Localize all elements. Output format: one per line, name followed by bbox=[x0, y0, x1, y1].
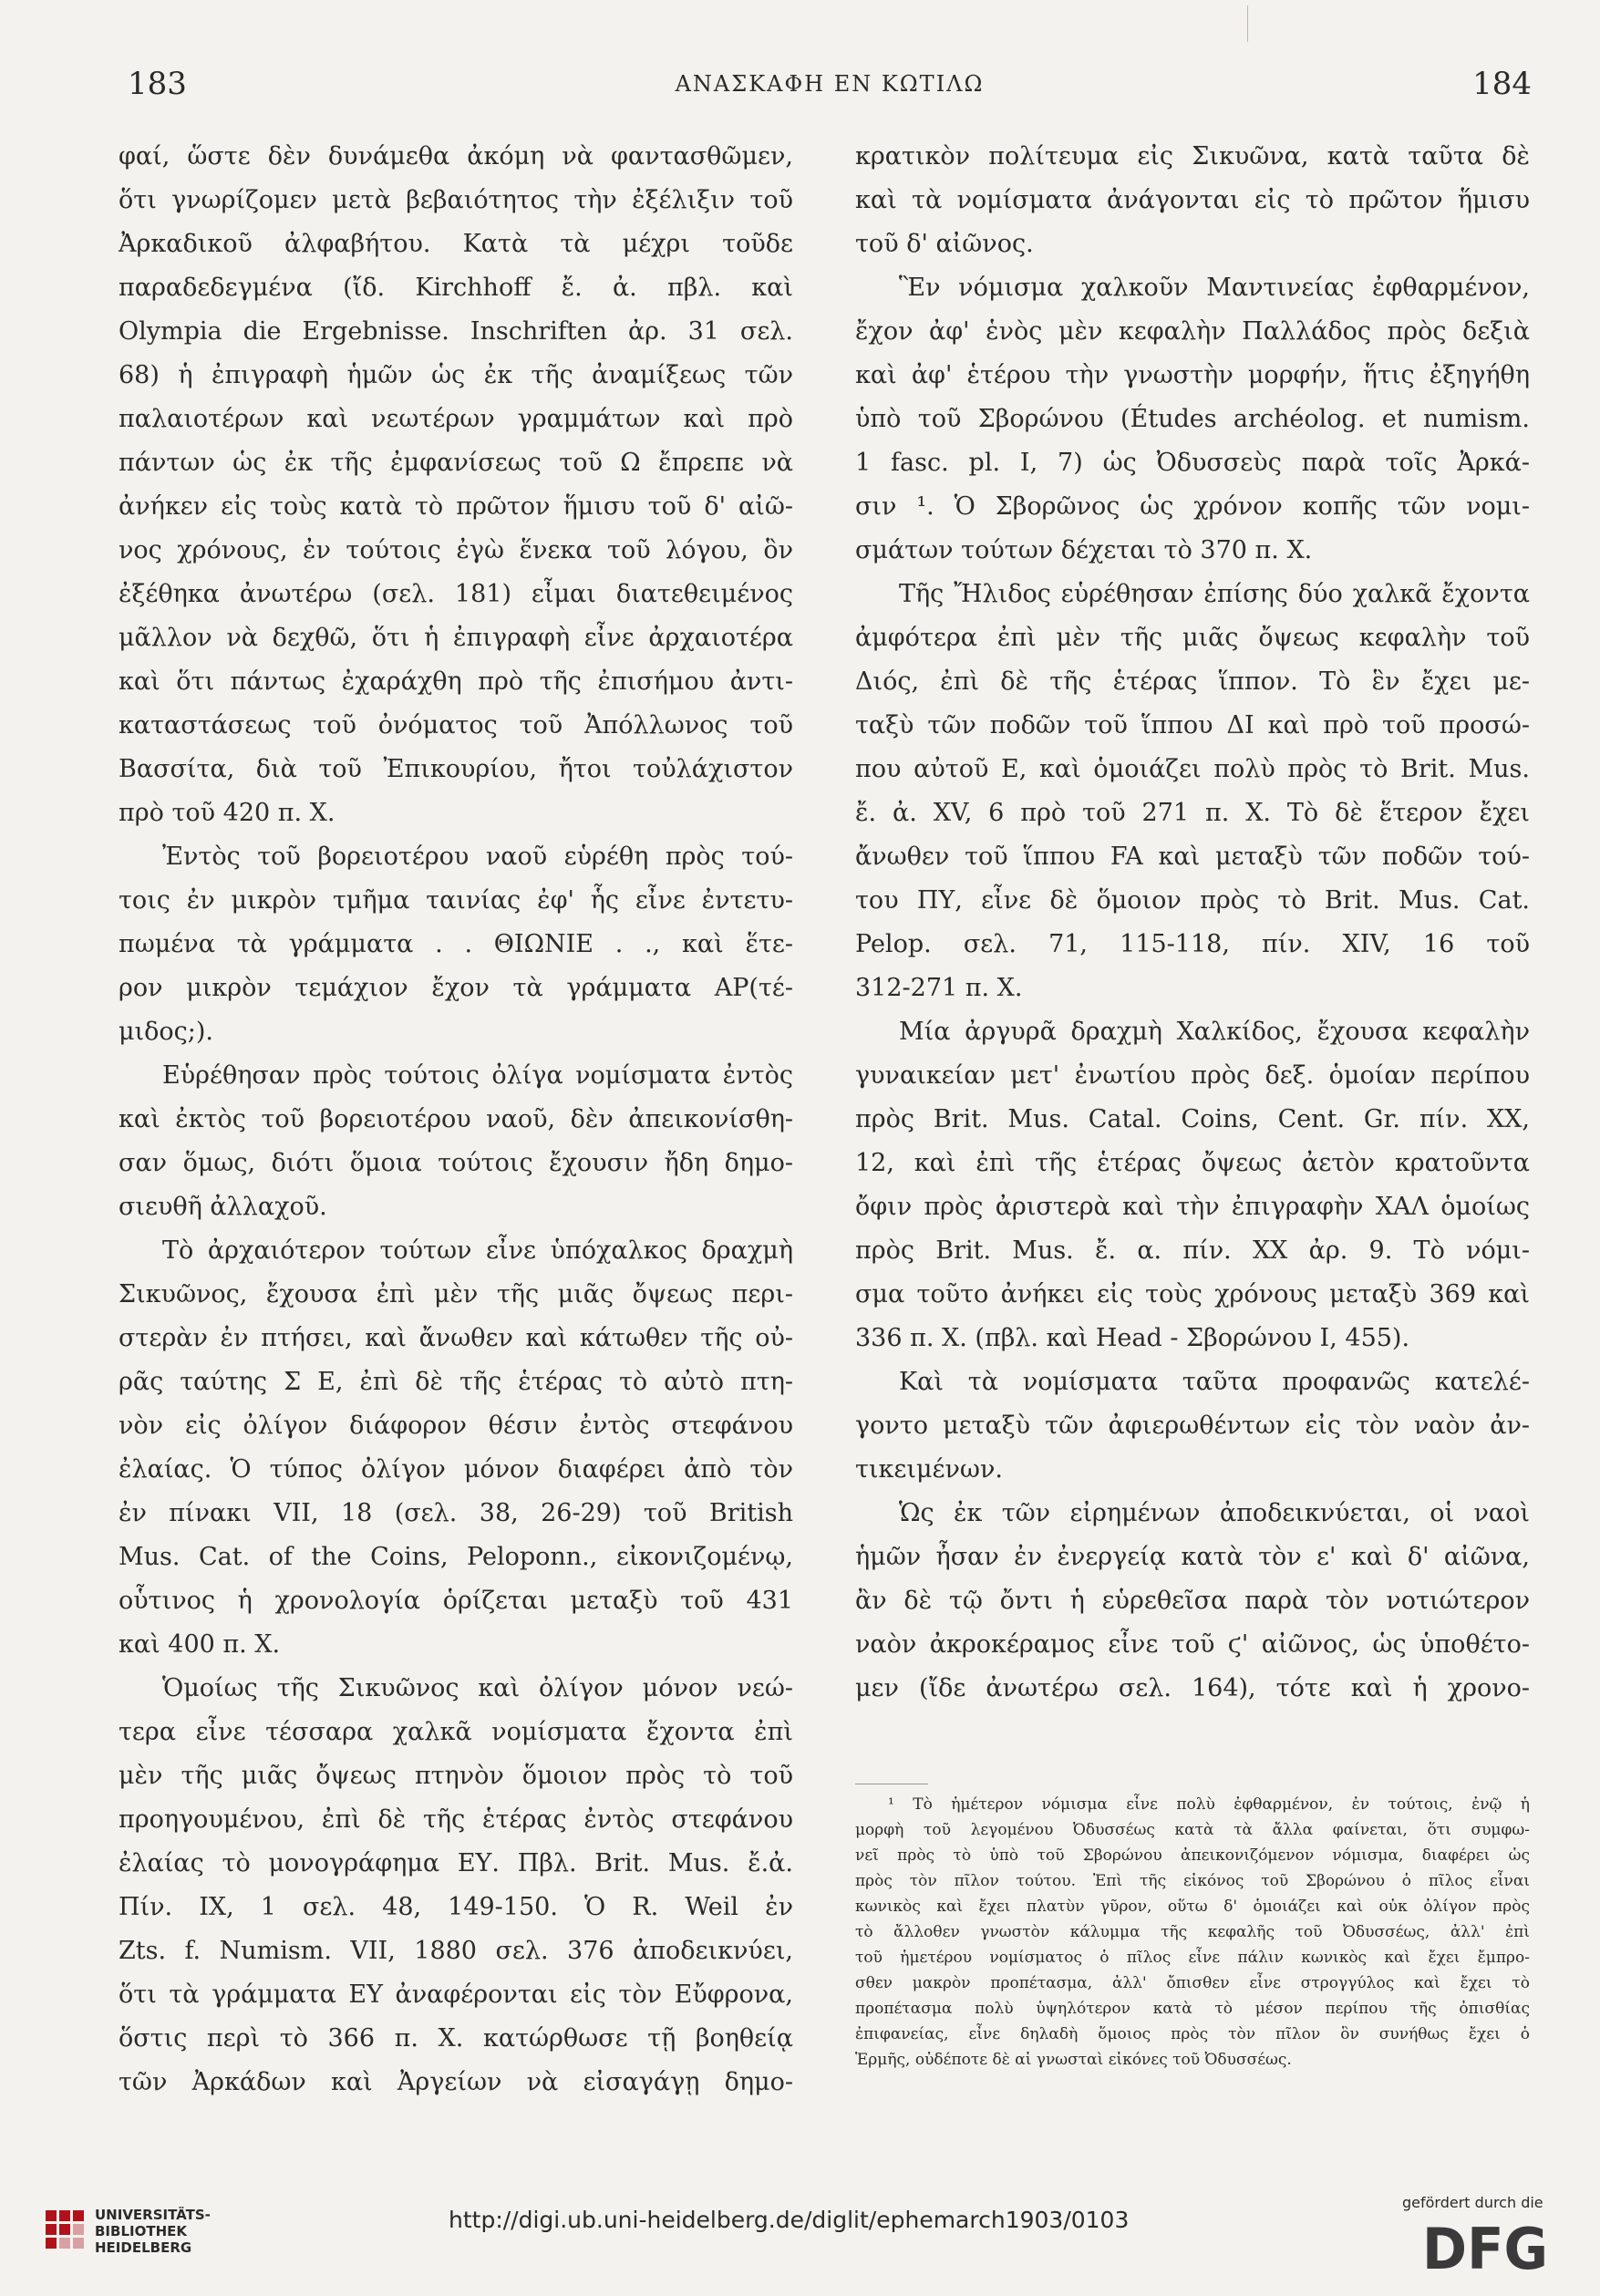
text-line: Μία ἀργυρᾶ δραχμὴ Χαλκίδος, ἔχουσα κεφαλὴν bbox=[899, 1018, 1530, 1046]
text-line: Ὡς ἐκ τῶν εἰρημένων ἀποδεικνύεται, οἱ ναοὶ bbox=[899, 1499, 1530, 1527]
text-line: στερὰν ἐν πτήσει, καὶ ἄνωθεν καὶ κάτωθεν τῆς οὐ- bbox=[119, 1324, 793, 1352]
funded-by-label: gefördert durch die bbox=[1402, 2194, 1543, 2211]
library-name-line: BIBLIOTHEK bbox=[95, 2223, 187, 2239]
text-line: του ΠΥ, εἶνε δὲ ὅμοιον πρὸς τὸ Brit. Mus. Cat. bbox=[855, 886, 1530, 915]
text-line: πρὸς Brit. Mus. Catal. Coins, Cent. Gr. πίν. XX, bbox=[855, 1105, 1530, 1133]
text-line: πάντων ὡς ἐκ τῆς ἐμφανίσεως τοῦ Ω ἔπρεπε νὰ bbox=[119, 449, 793, 477]
text-line: παλαιοτέρων καὶ νεωτέρων γραμμάτων καὶ πρὸ bbox=[119, 405, 793, 433]
source-url-link[interactable]: http://digi.ub.uni-heidelberg.de/diglit/ephemarch1903/0103 bbox=[449, 2207, 1130, 2233]
text-line: Pelop. σελ. 71, 115-118, πίν. XIV, 16 τοῦ bbox=[855, 930, 1530, 958]
digitization-footer bbox=[0, 2188, 1600, 2296]
library-name-line: HEIDELBERG bbox=[95, 2239, 192, 2256]
text-line: παραδεδεγμένα (ἴδ. Kirchhoff ἔ. ἀ. πβλ. καὶ bbox=[119, 274, 793, 302]
text-line: 1 fasc. pl. I, 7) ὡς Ὀδυσσεὺς παρὰ τοῖς Ἀρκά- bbox=[855, 449, 1530, 477]
dfg-logo[interactable] bbox=[1422, 2218, 1550, 2272]
text-line: ὑπὸ τοῦ Σβορώνου (Études archéolog. et numism. bbox=[855, 405, 1530, 433]
text-line: πωμένα τὰ γράμματα . . ΘΙΩΝΙΕ . ., καὶ ἕτε- bbox=[119, 930, 793, 958]
text-line: 336 π. Χ. (πβλ. καὶ Head - Σβορώνου I, 455). bbox=[855, 1324, 1410, 1352]
footnote-line: νεῖ πρὸς τὸ ὑπὸ τοῦ Σβορώνου ἀπεικονιζόμενον νόμισμα, διαφέρει ὡς bbox=[855, 1846, 1530, 1865]
page-header bbox=[128, 66, 1532, 111]
running-title: ΑΝΑΣΚΑΦΗ ΕΝ ΚΩΤΙΛΩ bbox=[675, 71, 985, 97]
footnote-line: ἐπιφανείας, εἶνε δηλαδὴ ὅμοιος πρὸς τὸν πῖλον ὃν συνήθως ἔχει ὁ bbox=[855, 2025, 1530, 2043]
text-line: Ὁμοίως τῆς Σικυῶνος καὶ ὀλίγον μόνον νεώ- bbox=[162, 1674, 793, 1702]
text-line: τερα εἶνε τέσσαρα χαλκᾶ νομίσματα ἔχοντα ἐπὶ bbox=[119, 1718, 793, 1746]
text-line: σιευθῆ ἀλλαχοῦ. bbox=[119, 1193, 327, 1221]
text-line: ὅτι γνωρίζομεν μετὰ βεβαιότητος τὴν ἐξέλιξιν τοῦ bbox=[119, 186, 793, 214]
text-line: προηγουμένου, ἐπὶ δὲ τῆς ἑτέρας ἐντὸς στεφάνου bbox=[119, 1805, 793, 1834]
text-line: φαί, ὥστε δὲν δυνάμεθα ἀκόμη νὰ φαντασθῶμεν, bbox=[119, 142, 793, 171]
text-line: ἐξέθηκα ἀνωτέρω (σελ. 181) εἶμαι διατεθειμένος bbox=[119, 580, 793, 608]
text-line: ἂν δὲ τῷ ὄντι ἡ εὑρεθεῖσα παρὰ τὸν νοτιώτερον bbox=[855, 1587, 1530, 1615]
text-line: 312-271 π. Χ. bbox=[855, 974, 1023, 1002]
footnote-line: Ἑρμῆς, οὐδέποτε δὲ αἱ γνωσταὶ εἰκόνες τοῦ Ὀδυσσέως. bbox=[855, 2051, 1292, 2069]
text-line: πρὸ τοῦ 420 π. Χ. bbox=[119, 799, 335, 827]
text-line: Βασσίτα, διὰ τοῦ Ἐπικουρίου, ἤτοι τοὐλάχιστον bbox=[119, 755, 793, 783]
text-line: ἐλαίας. Ὁ τύπος ὀλίγον μόνον διαφέρει ἀπὸ τὸν bbox=[119, 1455, 793, 1484]
footnote-line: ¹ Τὸ ἡμέτερον νόμισμα εἶνε πολὺ ἐφθαρμένον, ἐν τούτοις, ἐνῷ ἡ bbox=[888, 1795, 1530, 1814]
text-line: οὗτινος ἡ χρονολογία ὁρίζεται μεταξὺ τοῦ 431 bbox=[119, 1587, 793, 1615]
scan-mark bbox=[1247, 5, 1248, 42]
university-library-name bbox=[95, 2207, 211, 2256]
text-line: Πίν. IX, 1 σελ. 48, 149-150. Ὁ R. Weil ἐν bbox=[119, 1893, 793, 1921]
text-line: ἐν πίνακι VII, 18 (σελ. 38, 26-29) τοῦ British bbox=[119, 1499, 793, 1527]
text-line: σμάτων τούτων δέχεται τὸ 370 π. Χ. bbox=[855, 536, 1313, 564]
text-line: γοντο μεταξὺ τῶν ἀφιερωθέντων εἰς τὸν ναὸν ἀν- bbox=[855, 1412, 1530, 1440]
text-line: ρᾶς ταύτης Σ Ε, ἐπὶ δὲ τῆς ἑτέρας τὸ αὐτὸ πτη- bbox=[119, 1368, 793, 1396]
text-line: Ἀρκαδικοῦ ἀλφαβήτου. Κατὰ τὰ μέχρι τοῦδε bbox=[119, 230, 793, 258]
text-line: ἀμφότερα ἐπὶ μὲν τῆς μιᾶς ὄψεως κεφαλὴν τοῦ bbox=[855, 624, 1530, 652]
footnote-line: κωνικὸς καὶ ἔχει πλατὺν γῦρον, οὕτω δ' ὁμοιάζει καὶ οὐκ ὀλίγον πρὸς bbox=[855, 1898, 1530, 1916]
text-line: καὶ 400 π. Χ. bbox=[119, 1630, 281, 1659]
text-line: που αὐτοῦ Ε, καὶ ὁμοιάζει πολὺ πρὸς τὸ Brit. Mus. bbox=[855, 755, 1530, 783]
text-line: νὸν εἰς ὀλίγον διάφορον θέσιν ἐντὸς στεφάνου bbox=[119, 1412, 793, 1440]
text-line: κρατικὸν πολίτευμα εἰς Σικυῶνα, κατὰ ταῦτα δὲ bbox=[855, 142, 1530, 171]
text-line: ἐλαίας τὸ μονογράφημα ΕΥ. Πβλ. Brit. Mus. ἔ.ἀ. bbox=[119, 1849, 793, 1877]
text-line: ἄνωθεν τοῦ ἵππου FA καὶ μεταξὺ τῶν ποδῶν τού- bbox=[855, 843, 1530, 871]
text-line: τοις ἐν μικρὸν τμῆμα ταινίας ἐφ' ἧς εἶνε ἐντετυ- bbox=[119, 886, 793, 915]
text-line: Ἐντὸς τοῦ βορειοτέρου ναοῦ εὑρέθη πρὸς τού- bbox=[162, 843, 793, 871]
university-library-logo[interactable] bbox=[44, 2208, 86, 2250]
dfg-logo-text: DFG bbox=[1422, 2218, 1548, 2272]
text-line: ἔ. ἀ. XV, 6 πρὸ τοῦ 271 π. Χ. Τὸ δὲ ἕτερον ἔχει bbox=[855, 799, 1530, 827]
footnote-line: μορφὴ τοῦ λεγομένου Ὀδυσσέως κατὰ τὰ ἄλλα φαίνεται, ὅτι συμφω- bbox=[855, 1821, 1530, 1839]
footnote-line: τὸ ἄλλοθεν γνωστὸν κάλυμμα τῆς κεφαλῆς τοῦ Ὀδυσσέως, ἀλλ' ἐπὶ bbox=[855, 1923, 1530, 1941]
text-line: σμα τοῦτο ἀνήκει εἰς τοὺς χρόνους μεταξὺ 369 καὶ bbox=[855, 1280, 1530, 1308]
text-line: ἔχον ἀφ' ἑνὸς μὲν κεφαλὴν Παλλάδος πρὸς δεξιὰ bbox=[855, 317, 1530, 346]
text-line: ἡμῶν ἦσαν ἐν ἐνεργείᾳ κατὰ τὸν ε' καὶ δ' αἰῶνα, bbox=[855, 1543, 1530, 1571]
text-line: τικειμένων. bbox=[855, 1455, 1003, 1484]
text-line: ὅστις περὶ τὸ 366 π. Χ. κατώρθωσε τῇ βοηθείᾳ bbox=[119, 2024, 793, 2053]
footnote-line: προπέτασμα πολὺ ὑψηλότερον κατὰ τὸ μέσον περίπου τῆς ὀπισθίας bbox=[855, 2000, 1530, 2018]
text-line: 68) ἡ ἐπιγραφὴ ἡμῶν ὡς ἐκ τῆς ἀναμίξεως τῶν bbox=[119, 361, 793, 389]
text-line: ἀνήκεν εἰς τοὺς κατὰ τὸ πρῶτον ἥμισυ τοῦ δ' αἰῶ- bbox=[119, 492, 793, 521]
text-line: καὶ ἐκτὸς τοῦ βορειοτέρου ναοῦ, δὲν ἀπεικονίσθη- bbox=[119, 1105, 793, 1133]
text-line: Zts. f. Numism. VII, 1880 σελ. 376 ἀποδεικνύει, bbox=[119, 1937, 793, 1965]
text-line: ναὸν ἀκροκέραμος εἶνε τοῦ ϛ' αἰῶνος, ὡς ὑποθέτο- bbox=[855, 1630, 1530, 1659]
text-line: μιδος;). bbox=[119, 1018, 213, 1046]
text-line: Mus. Cat. of the Coins, Peloponn., εἰκονιζομένῳ, bbox=[119, 1543, 793, 1571]
text-line: μεν (ἴδε ἀνωτέρω σελ. 164), τότε καὶ ἡ χρονο- bbox=[855, 1674, 1530, 1702]
text-line: πρὸς Brit. Mus. ἔ. α. πίν. XX ἀρ. 9. Τὸ νόμι- bbox=[855, 1236, 1530, 1265]
text-line: καταστάσεως τοῦ ὀνόματος τοῦ Ἀπόλλωνος τοῦ bbox=[119, 711, 793, 739]
text-line: μὲν τῆς μιᾶς ὄψεως πτηνὸν ὅμοιον πρὸς τὸ τοῦ bbox=[119, 1762, 793, 1790]
text-line: Σικυῶνος, ἔχουσα ἐπὶ μὲν τῆς μιᾶς ὄψεως περι- bbox=[119, 1280, 793, 1308]
library-name-line: UNIVERSITÄTS- bbox=[95, 2207, 211, 2223]
text-line: καὶ ὅτι πάντως ἐχαράχθη πρὸ τῆς ἐπισήμου ἀντι- bbox=[119, 667, 793, 696]
text-line: ταξὺ τῶν ποδῶν τοῦ ἵππου ΔΙ καὶ πρὸ τοῦ προσώ- bbox=[855, 711, 1530, 739]
left-page-number: 183 bbox=[128, 66, 187, 102]
text-line: 12, καὶ ἐπὶ τῆς ἑτέρας ὄψεως ἀετὸν κρατοῦντα bbox=[855, 1149, 1530, 1177]
text-line: σαν ὅμως, διότι ὅμοια τούτοις ἔχουσιν ἤδη δημο- bbox=[119, 1149, 793, 1177]
text-line: τοῦ δ' αἰῶνος. bbox=[855, 230, 1034, 258]
text-line: μᾶλλον νὰ δεχθῶ, ὅτι ἡ ἐπιγραφὴ εἶνε ἀρχαιοτέρα bbox=[119, 624, 793, 652]
text-line: ὄφιν πρὸς ἀριστερὰ καὶ τὴν ἐπιγραφὴν ΧΑΛ ὁμοίως bbox=[855, 1193, 1530, 1221]
text-line: Τὸ ἀρχαιότερον τούτων εἶνε ὑπόχαλκος δραχμὴ bbox=[162, 1236, 793, 1265]
footnote-line: πρὸς τὸν πῖλον τούτου. Ἐπὶ τῆς εἰκόνος τοῦ Σβορώνου ὁ πῖλος εἶναι bbox=[855, 1872, 1530, 1890]
text-line: καὶ τὰ νομίσματα ἀνάγονται εἰς τὸ πρῶτον ἥμισυ bbox=[855, 186, 1530, 214]
text-line: νος χρόνους, ἐν τούτοις ἐγὼ ἕνεκα τοῦ λόγου, ὃν bbox=[119, 536, 793, 564]
text-line: καὶ ἀφ' ἑτέρου τὴν γνωστὴν μορφήν, ἥτις ἐξηγήθη bbox=[855, 361, 1530, 389]
text-line: Καὶ τὰ νομίσματα ταῦτα προφανῶς κατελέ- bbox=[899, 1368, 1530, 1396]
text-line: γυναικείαν μετ' ἐνωτίου πρὸς δεξ. ὁμοίαν περίπου bbox=[855, 1061, 1530, 1090]
footnote bbox=[855, 1792, 1530, 2073]
text-line: Olympia die Ergebnisse. Inschriften ἀρ. 31 σελ. bbox=[119, 317, 793, 346]
left-column bbox=[119, 135, 793, 2105]
text-line: τῶν Ἀρκάδων καὶ Ἀργείων νὰ εἰσαγάγῃ δημο- bbox=[119, 2068, 793, 2096]
text-line: ὅτι τὰ γράμματα ΕΥ ἀναφέρονται εἰς τὸν Εὔφρονα, bbox=[119, 1981, 793, 2009]
right-page-number: 184 bbox=[1472, 66, 1532, 102]
text-line: Εὑρέθησαν πρὸς τούτοις ὀλίγα νομίσματα ἐντὸς bbox=[162, 1061, 793, 1090]
right-column bbox=[855, 135, 1530, 1711]
text-line: Διός, ἐπὶ δὲ τῆς ἑτέρας ἵππον. Τὸ ἓν ἔχει με- bbox=[855, 667, 1530, 696]
footnote-line: σθεν μακρὸν προπέτασμα, ἀλλ' ὄπισθεν εἶνε στρογγύλος καὶ ἔχει τὸ bbox=[855, 1974, 1530, 1992]
text-line: ρον μικρὸν τεμάχιον ἔχον τὰ γράμματα ΑΡ(τέ- bbox=[119, 974, 793, 1002]
text-line: Τῆς Ἤλιδος εὑρέθησαν ἐπίσης δύο χαλκᾶ ἔχοντα bbox=[899, 580, 1530, 608]
text-line: Ἓν νόμισμα χαλκοῦν Μαντινείας ἐφθαρμένον, bbox=[899, 274, 1530, 302]
text-line: σιν ¹. Ὁ Σβορῶνος ὡς χρόνον κοπῆς τῶν νομι- bbox=[855, 492, 1530, 521]
footnote-line: τοῦ ἡμετέρου νομίσματος ὁ πῖλος εἶνε πάλιν κωνικὸς καὶ ἔχει ἔμπρο- bbox=[855, 1949, 1530, 1967]
